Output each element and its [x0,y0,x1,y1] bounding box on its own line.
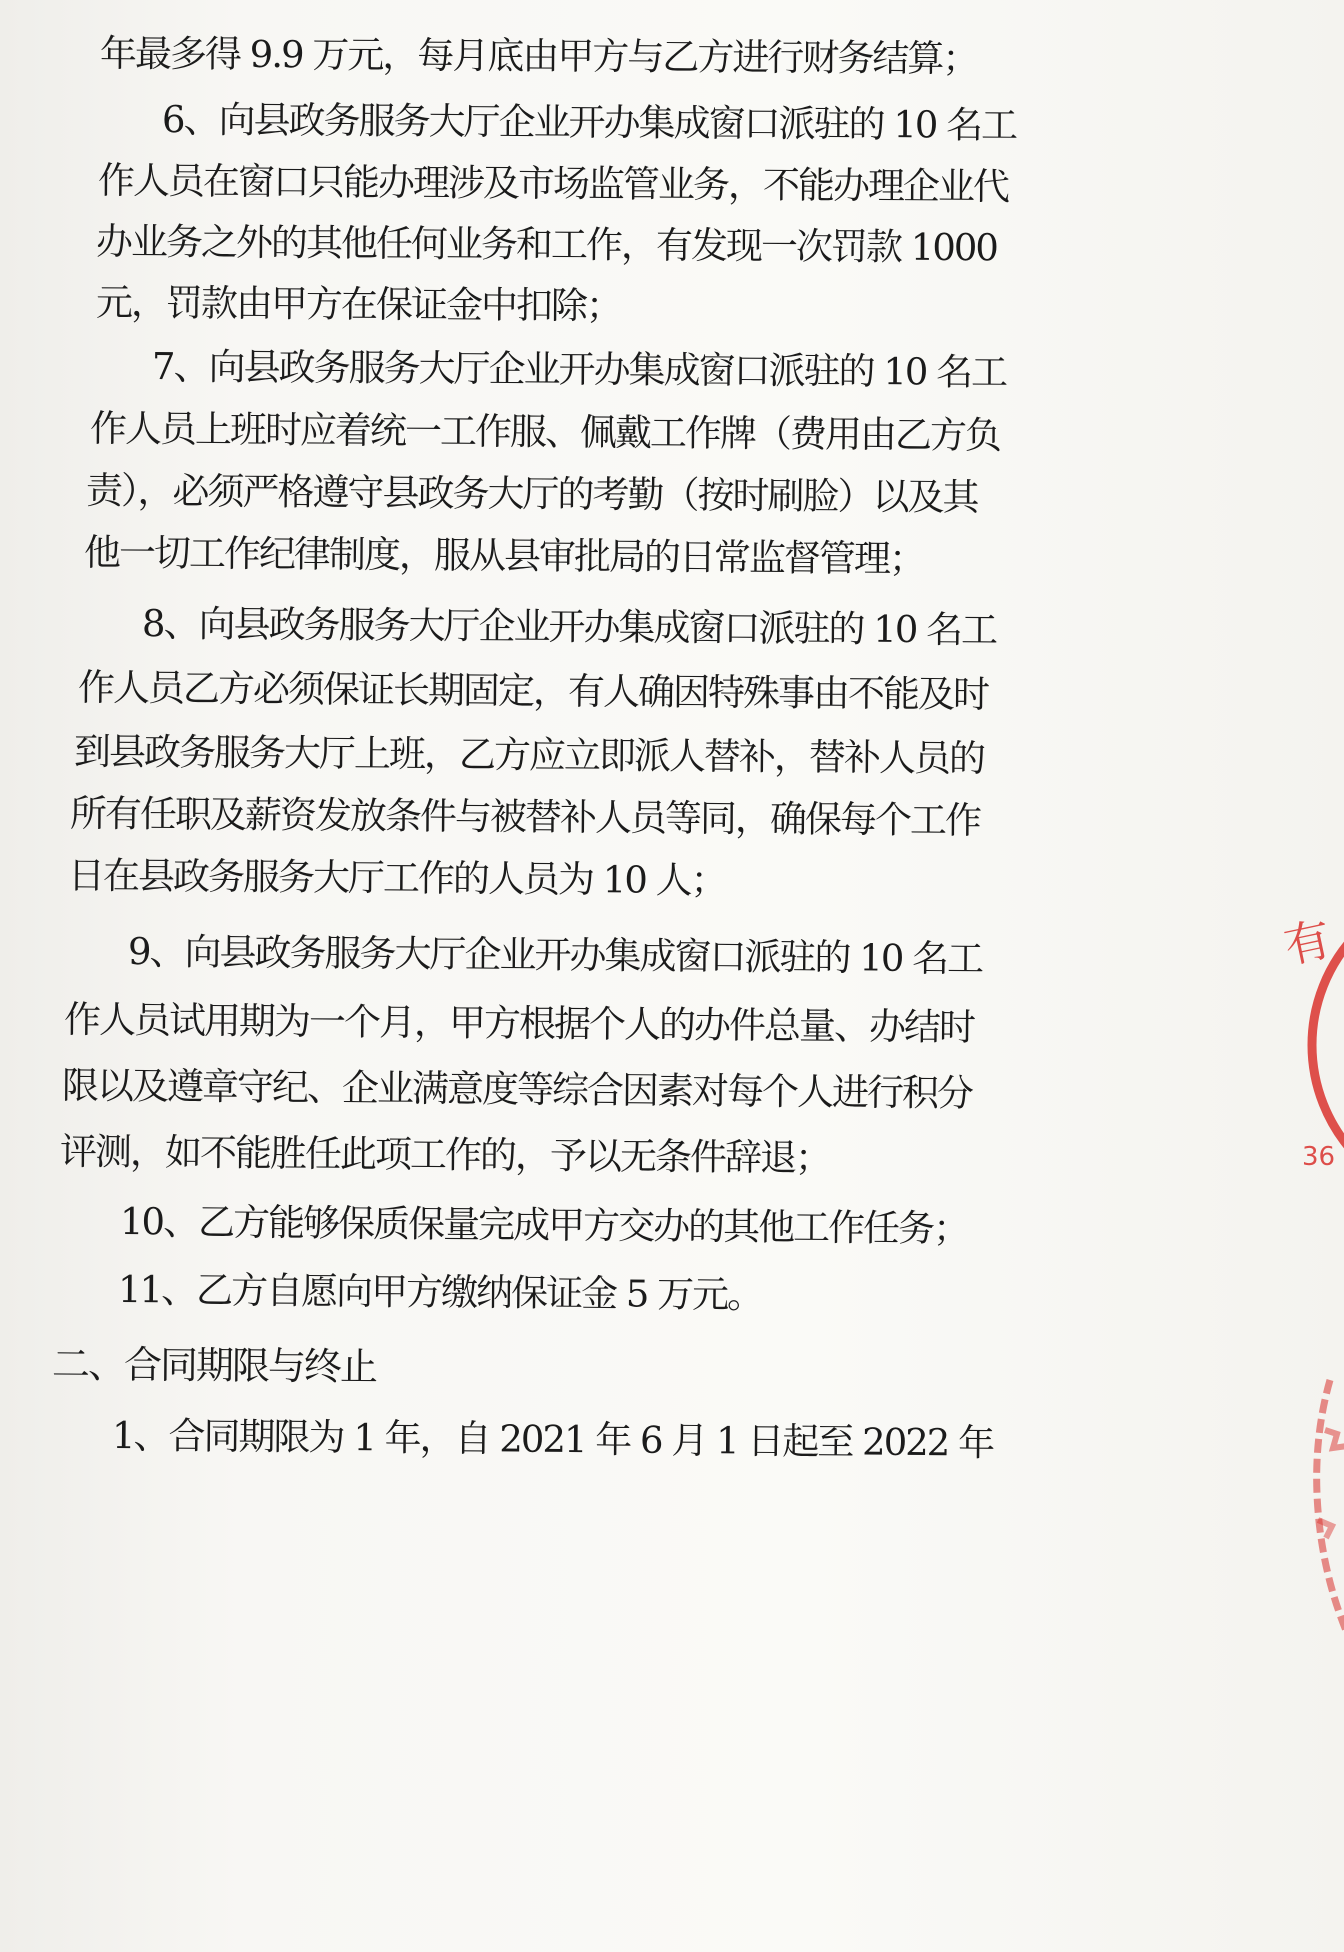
text-line: 日在县政务服务大厅工作的人员为 10 人； [67,854,726,903]
text-line: 7、向县政务服务大厅企业开办集成窗口派驻的 10 名工 [151,345,1007,394]
red-seal-bottom [1300,1370,1344,1690]
text-line: 作人员乙方必须保证长期固定，有人确因特殊事由不能及时 [77,666,989,717]
text-line: 作人员在窗口只能办理涉及市场监管业务，不能办理企业代 [97,159,1009,209]
text-line: 10、乙方能够保质保量完成甲方交办的其他工作任务； [119,1200,969,1251]
text-line: 作人员试用期为一个月，甲方根据个人的办件总量、办结时 [63,998,975,1049]
seal-text-top: 有 [1279,911,1336,974]
text-line: 评测，如不能胜任此项工作的，予以无条件辞退； [59,1130,831,1180]
text-line: 责），必须严格遵守县政务大厅的考勤（按时刷脸）以及其 [85,469,978,520]
text-line: 6、向县政务服务大厅企业开办集成窗口派驻的 10 名工 [161,98,1017,147]
text-line: 9、向县政务服务大厅企业开办集成窗口派驻的 10 名工 [127,930,983,981]
text-line: 限以及遵章守纪、企业满意度等综合因素对每个人进行积分 [61,1064,973,1115]
text-line: 1、合同期限为 1 年，自 2021 年 6 月 1 日起至 2022 年 [111,1414,994,1465]
text-line: 办业务之外的其他任何业务和工作，有发现一次罚款 1000 [95,220,998,270]
seal-text-bottom: 36 [1302,1142,1336,1172]
text-line: 11、乙方自愿向甲方缴纳保证金 5 万元。 [117,1268,763,1317]
text-line: 所有任职及薪资发放条件与被替补人员等同，确保每个工作 [69,792,981,843]
text-line: 8、向县政务服务大厅企业开办集成窗口派驻的 10 名工 [141,602,997,652]
red-seal-top [1272,880,1344,1210]
text-line: 到县政务服务大厅上班，乙方应立即派人替补，替补人员的 [73,730,985,781]
text-line: 元，罚款由甲方在保证金中扣除； [95,281,622,328]
text-line: 作人员上班时应着统一工作服、佩戴工作牌（费用由乙方负 [89,407,1001,458]
section-heading: 二、合同期限与终止 [51,1342,377,1389]
text-line: 年最多得 9.9 万元，每月底由甲方与乙方进行财务结算； [99,32,978,81]
text-line: 他一切工作纪律制度，服从县审批局的日常监督管理； [83,531,925,581]
